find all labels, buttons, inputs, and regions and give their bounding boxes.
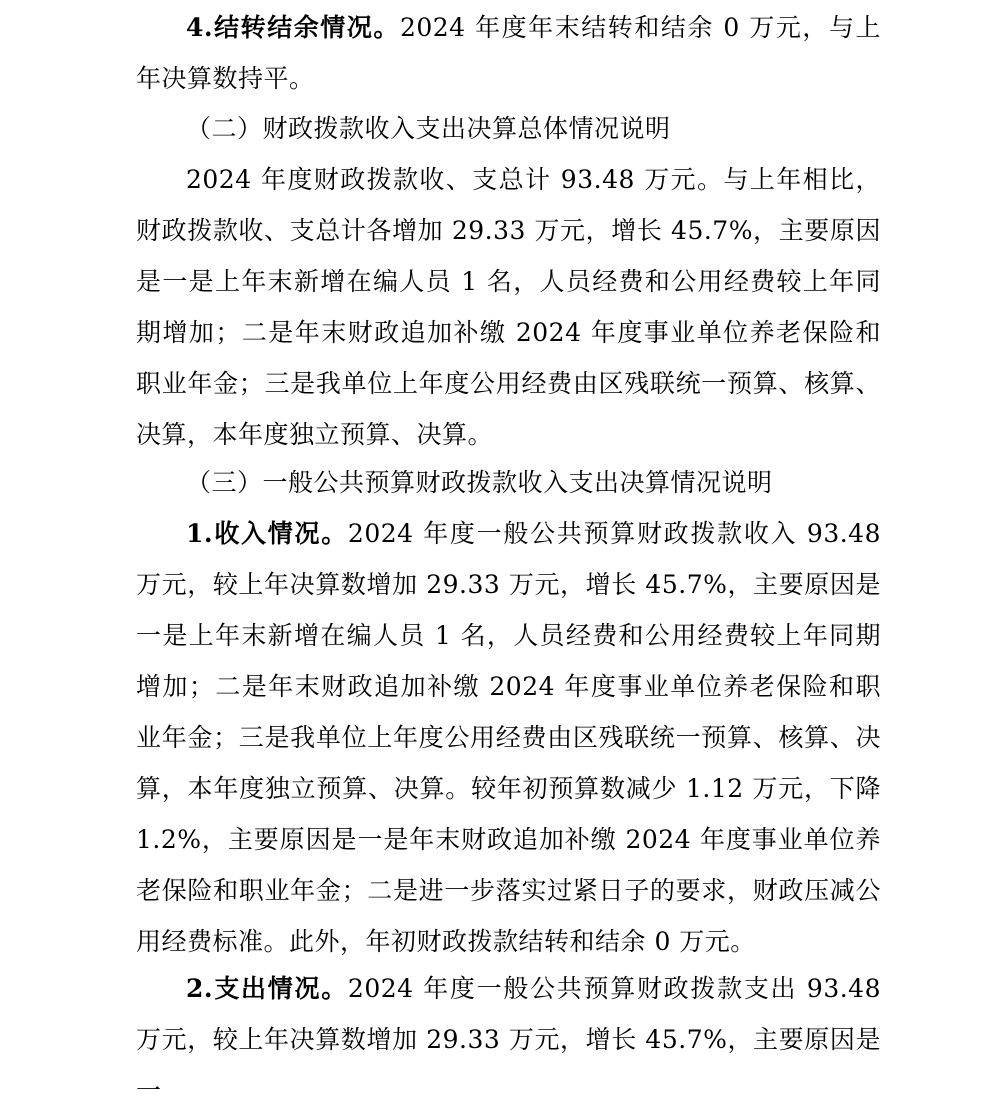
carryover-paragraph xyxy=(136,2,881,104)
income-lead: 1.收入情况。 xyxy=(186,519,348,548)
income-paragraph xyxy=(136,508,881,967)
expenditure-lead: 2.支出情况。 xyxy=(186,974,348,1003)
section3-heading: （三）一般公共预算财政拨款收入支出决算情况说明 xyxy=(186,468,773,497)
carryover-lead: 4.结转结余情况。 xyxy=(186,13,400,42)
section2-heading: （二）财政拨款收入支出决算总体情况说明 xyxy=(186,114,671,143)
expenditure-paragraph xyxy=(136,963,881,1116)
section2-body: 2024 年度财政拨款收、支总计 93.48 万元。与上年相比，财政拨款收、支总计各增加 29.33 万元，增长 45.7%，主要原因是一是上年末新增在编人员 1 名，人员经费和公用经费较上年同期增加；二是年末财政追加补缴 2024 年度事业单位养老保险和职业年金；三是我单位上年度公用经费由区残联统一预算、核算、决算，本年度独立预算、决算。 xyxy=(136,165,881,449)
income-text: 2024 年度一般公共预算财政拨款收入 93.48 万元，较上年决算数增加 29.33 万元，增长 45.7%，主要原因是一是上年末新增在编人员 1 名，人员经费和公用经费较上年同期增加；二是年末财政追加补缴 2024 年度事业单位养老保险和职业年金；三是我单位上年度公用经费由区残联统一预算、核算、决算，本年度独立预算、决算。较年初预算数减少 1.12 万元，下降 1.2%，主要原因是一是年末财政追加补缴 2024 年度事业单位养老保险和职业年金；二是进一步落实过紧日子的要求，财政压减公用经费标准。此外，年初财政拨款结转和结余 0 万元。 xyxy=(136,519,881,956)
carryover-text: 2024 年度年末结转和结余 0 万元，与上年决算数持平。 xyxy=(136,13,882,93)
expenditure-text: 2024 年度一般公共预算财政拨款支出 93.48 万元，较上年决算数增加 29.33 万元，增长 45.7%，主要原因是一 xyxy=(136,974,881,1105)
